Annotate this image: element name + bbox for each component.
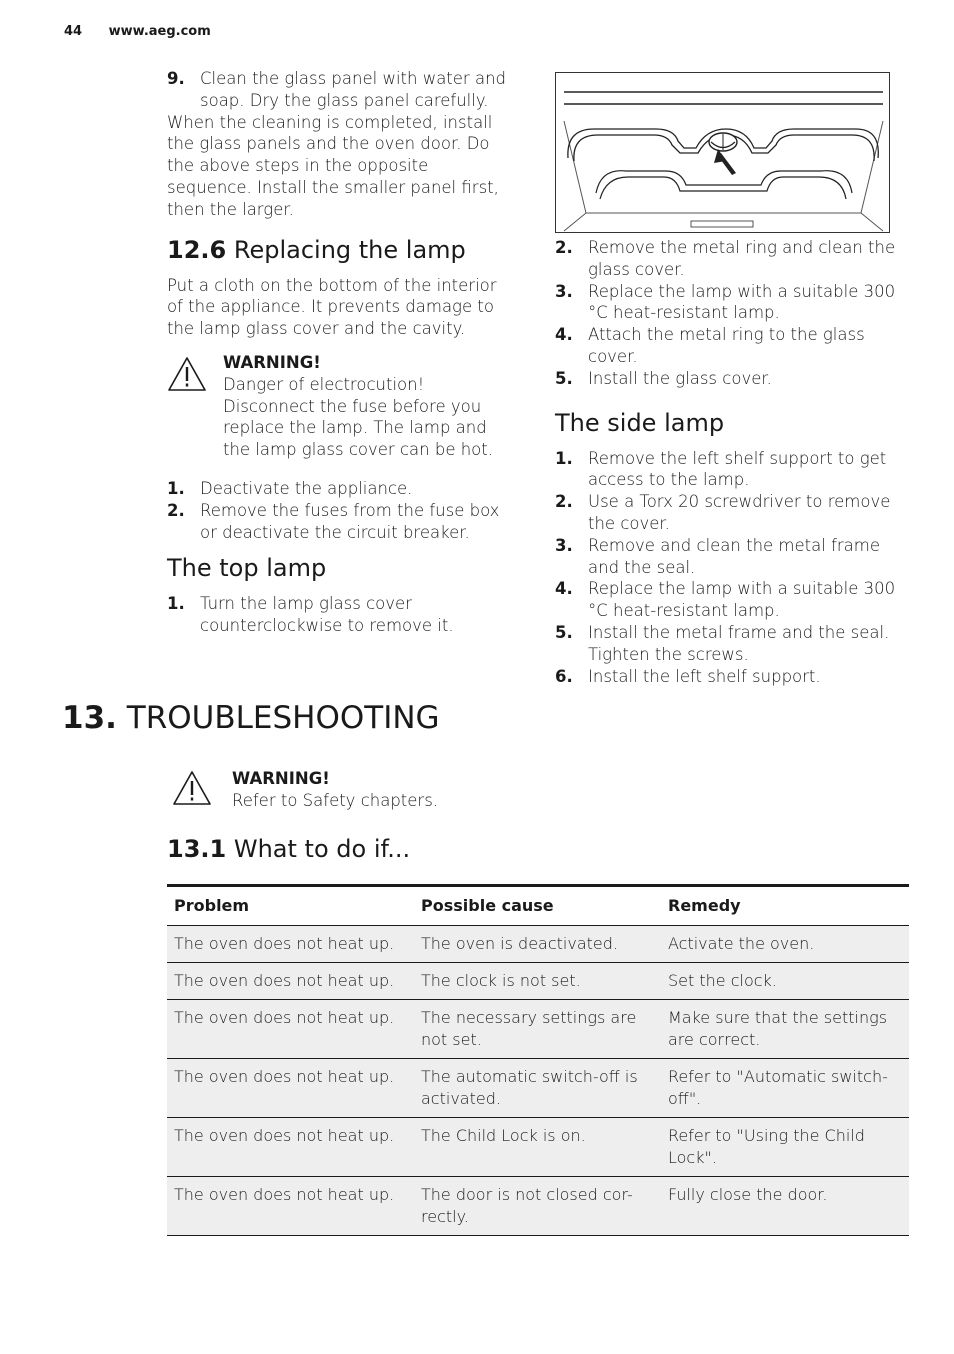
step-text: Replace the lamp with a suitable 300 °C heat-resistant lamp. [588, 579, 896, 621]
lamp-illustration [555, 72, 890, 233]
list-item [167, 500, 517, 544]
step-number: 5. [555, 622, 573, 642]
table-row [167, 1177, 909, 1236]
table-cell: The oven does not heat up. [167, 1177, 414, 1236]
site-url[interactable]: www.aeg.com [108, 24, 211, 39]
step-text: Remove the left shelf support to get access to the lamp. [588, 448, 887, 490]
page-number: 44 [64, 24, 83, 39]
warning-box [167, 352, 517, 461]
chapter-number: 13. [62, 700, 117, 736]
step-text: Turn the lamp glass cover counterclockwise to remove it. [200, 594, 454, 636]
steps-list [167, 478, 517, 543]
step-number: 2. [555, 238, 573, 257]
table-cell: Refer to "Using the Child Lock". [661, 1118, 909, 1177]
list-item [167, 593, 517, 637]
column-header-cause: Possible cause [414, 886, 661, 926]
table-cell: The oven does not heat up. [167, 1118, 414, 1177]
table-cell: The oven does not heat up. [167, 963, 414, 1000]
section-number: 12.6 [167, 235, 227, 264]
step-number: 4. [555, 579, 573, 599]
step-number: 1. [555, 448, 573, 468]
step-text: Install the glass cover. [588, 368, 772, 388]
table-cell: The Child Lock is on. [414, 1118, 661, 1177]
step-number: 2. [555, 492, 573, 512]
step-number: 2. [167, 500, 185, 520]
step-text: Replace the lamp with a suitable 300 °C heat-resistant lamp. [588, 281, 896, 323]
table-cell: Refer to "Automatic switch-off". [661, 1059, 909, 1118]
step-text: Clean the glass panel with water and soap. Dry the glass panel carefully. [200, 69, 506, 110]
cleaning-paragraph: When the cleaning is completed, install the glass panels and the oven door. Do the above steps in the opposite sequence. Install the smaller panel first, then the larger. [167, 112, 499, 219]
top-lamp-steps [167, 593, 517, 637]
side-lamp-steps [555, 448, 907, 688]
troubleshooting-warning [172, 768, 632, 812]
step-number: 3. [555, 281, 573, 301]
step-text: Install the metal frame and the seal. Tighten the screws. [588, 622, 890, 664]
warning-text: Danger of electrocution! Disconnect the fuse before you replace the lamp. The lamp and the lamp glass cover can be hot. [223, 374, 493, 460]
warning-triangle-icon [167, 356, 207, 398]
table-cell: The oven does not heat up. [167, 926, 414, 963]
step-text: Remove and clean the metal frame and the seal. [588, 535, 880, 577]
table-cell: The door is not closed cor-rectly. [414, 1177, 661, 1236]
table-cell: The clock is not set. [414, 963, 661, 1000]
step-number: 6. [555, 666, 573, 686]
list-item [555, 622, 907, 666]
chapter-title: TROUBLESHOOTING [126, 700, 440, 736]
table-cell: Fully close the door. [661, 1177, 909, 1236]
subsection-heading-13-1 [167, 834, 410, 864]
table-cell: The necessary settings are not set. [414, 1000, 661, 1059]
step-text: Remove the fuses from the fuse box or deactivate the circuit breaker. [200, 500, 500, 542]
list-item [555, 535, 907, 579]
column-header-problem: Problem [167, 886, 414, 926]
step-text: Use a Torx 20 screwdriver to remove the cover. [588, 492, 891, 533]
subsection-number: 13.1 [167, 835, 227, 863]
warning-triangle-icon [172, 770, 212, 812]
step-9 [167, 68, 517, 112]
subsection-title: What to do if... [233, 835, 411, 863]
chapter-heading [62, 700, 440, 736]
table-cell: Set the clock. [661, 963, 909, 1000]
step-number: 1. [167, 478, 185, 498]
table-cell: The oven is deactivated. [414, 926, 661, 963]
list-item [555, 578, 907, 622]
list-item [555, 324, 907, 368]
table-header-row [167, 886, 909, 926]
step-number: 3. [555, 535, 573, 555]
section-title: Replacing the lamp [233, 235, 466, 264]
intro-paragraph: Put a cloth on the bottom of the interior of the appliance. It prevents damage to the lamp glass cover and the cavity. [167, 275, 497, 339]
list-item [555, 281, 907, 325]
list-item [555, 237, 907, 281]
table-row [167, 1118, 909, 1177]
list-item [555, 368, 907, 390]
step-number: 5. [555, 368, 573, 388]
table-row [167, 1059, 909, 1118]
step-text: Attach the metal ring to the glass cover. [588, 325, 865, 366]
table-cell: Make sure that the settings are correct. [661, 1000, 909, 1059]
step-text: Remove the metal ring and clean the glass cover. [588, 238, 896, 279]
oven-lamp-diagram-icon [556, 73, 891, 234]
table-cell: Activate the oven. [661, 926, 909, 963]
top-lamp-heading: The top lamp [167, 554, 327, 583]
table-cell: The automatic switch-off is activated. [414, 1059, 661, 1118]
table-cell: The oven does not heat up. [167, 1000, 414, 1059]
section-heading-12-6 [167, 235, 517, 265]
step-text: Deactivate the appliance. [200, 478, 413, 498]
list-item [167, 478, 517, 500]
warning-title: WARNING! [223, 352, 321, 372]
table-row [167, 926, 909, 963]
step-number: 9. [167, 69, 185, 88]
table-cell: The oven does not heat up. [167, 1059, 414, 1118]
warning-text: Refer to Safety chapters. [232, 790, 439, 810]
page-header [64, 24, 211, 39]
left-column [167, 68, 517, 637]
step-number: 4. [555, 325, 573, 345]
table-row [167, 1000, 909, 1059]
list-item [555, 666, 907, 688]
side-lamp-heading: The side lamp [555, 408, 725, 437]
troubleshooting-table [167, 884, 909, 1236]
step-text: Install the left shelf support. [588, 666, 821, 686]
list-item [555, 448, 907, 492]
table-row [167, 963, 909, 1000]
column-header-remedy: Remedy [661, 886, 909, 926]
step-number: 1. [167, 594, 185, 614]
warning-title: WARNING! [232, 769, 330, 788]
right-steps-list [555, 237, 907, 390]
list-item [555, 491, 907, 535]
right-column [555, 72, 907, 687]
